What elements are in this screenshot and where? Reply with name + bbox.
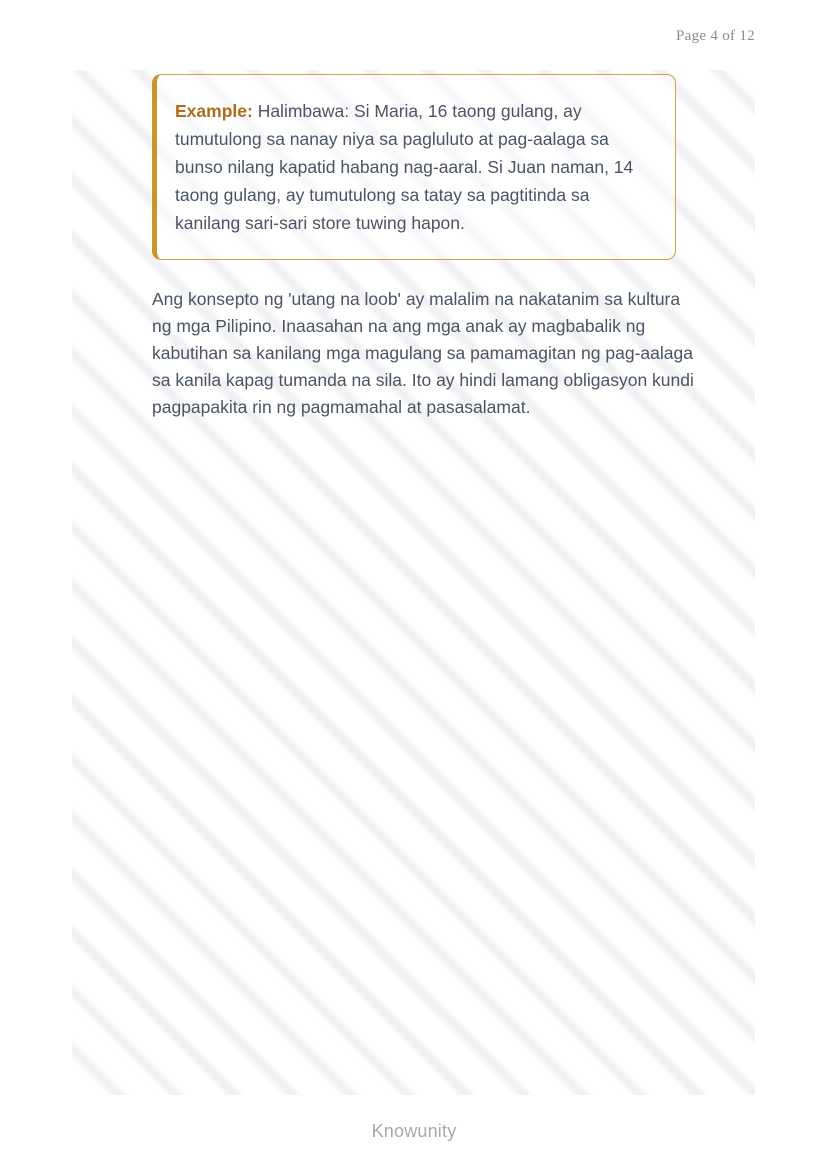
body-paragraph: Ang konsepto ng 'utang na loob' ay malalim na nakatanim sa kultura ng mga Pilipino. Inaasahan na ang mga anak ay magbabalik ng kabutihan sa kanilang mga magulang sa pamamagitan ng pag-aalaga sa kanila kapag tumanda na sila. Ito ay hindi lamang obligasyon kundi pagpapakita rin ng pagmamahal at pasasalamat. (152, 289, 694, 417)
footer-brand-label: Knowunity (371, 1121, 457, 1141)
example-text: Halimbawa: Si Maria, 16 taong gulang, ay tumutulong sa nanay niya sa pagluluto at pag-aalaga sa bunso nilang kapatid habang nag-aaral. Si Juan naman, 14 taong gulang, ay tumutulong sa tatay sa pagtitinda sa kanilang sari-sari store tuwing hapon. (175, 101, 634, 233)
page-indicator: Page 4 of 12 (675, 28, 755, 44)
example-label: Example: (175, 101, 253, 121)
example-callout-box (152, 74, 676, 260)
footer (0, 1121, 828, 1142)
